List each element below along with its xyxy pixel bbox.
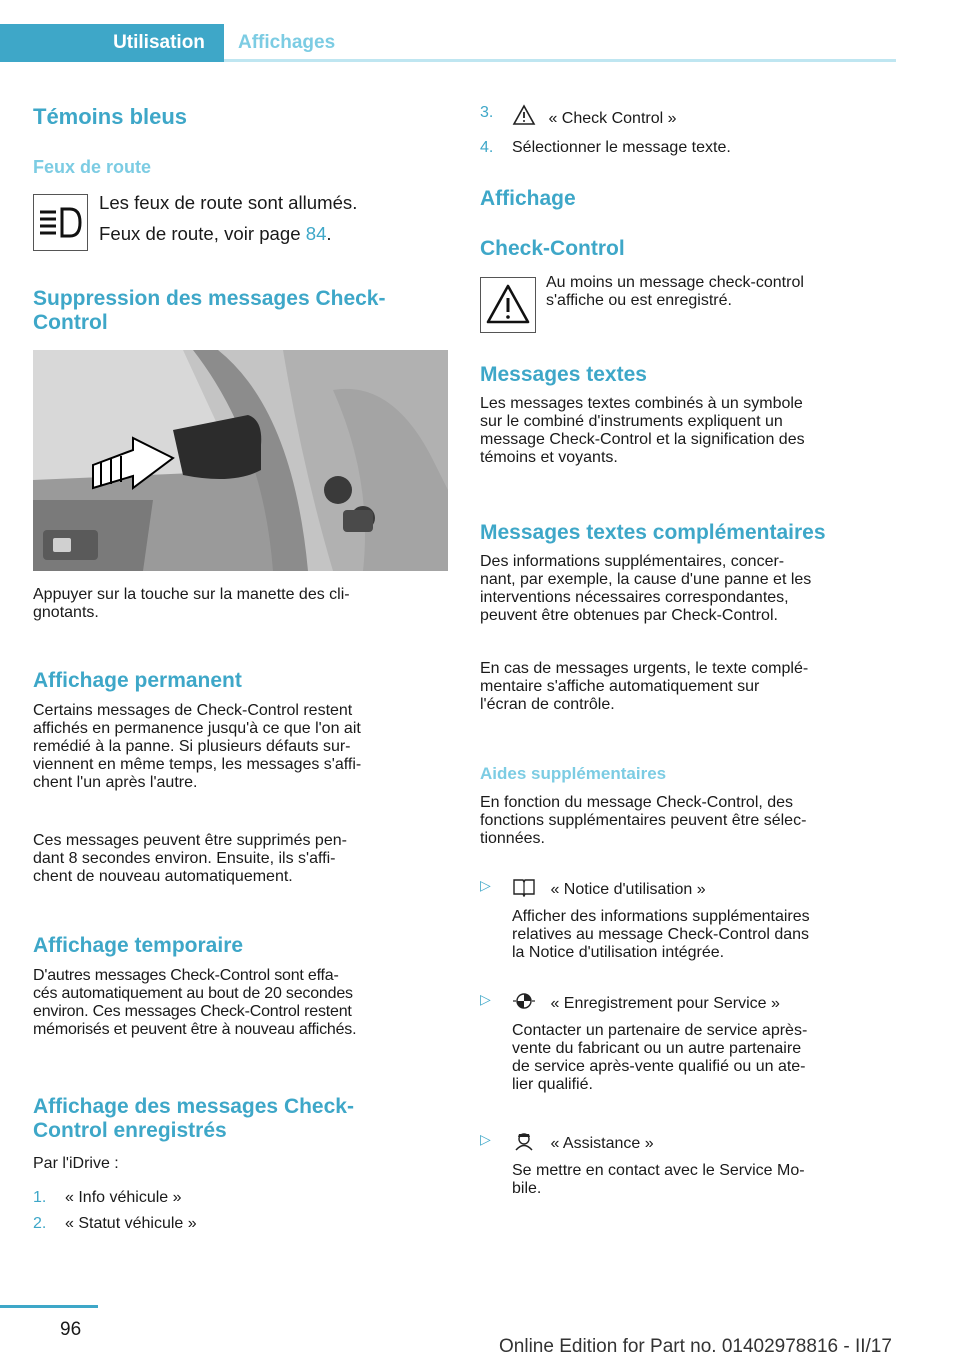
- b1-line1: Afficher des informations supplémentaires: [512, 908, 810, 925]
- temp-line3: environ. Ces messages Check-Control restent: [33, 1003, 352, 1020]
- ai-line3: tionnées.: [480, 830, 545, 847]
- aide-item-label: « Notice d'utilisation »: [550, 881, 706, 898]
- step-text: « Statut véhicule »: [65, 1215, 197, 1232]
- warning-triangle-icon: [512, 104, 536, 131]
- temp-line1: D'autres messages Check-Control sont effa-: [33, 967, 339, 984]
- ai-line1: En fonction du message Check-Control, des: [480, 794, 794, 811]
- book-icon: [512, 877, 536, 902]
- aide-item-description: [512, 1162, 927, 1198]
- check-control-text: [546, 274, 896, 310]
- step-4: [480, 139, 893, 157]
- high-beam-icon: [33, 194, 88, 251]
- ai-line2: fonctions supplémentaires peuvent être sélec-: [480, 812, 807, 829]
- feux-text-1: Les feux de route sont allumés.: [99, 192, 358, 213]
- perm-line3: remédié à la panne. Si plusieurs défauts sur-: [33, 738, 351, 755]
- b2-line1: Contacter un partenaire de service après-: [512, 1022, 808, 1039]
- feux-text-2-suffix: .: [326, 223, 332, 244]
- feux-text-2-prefix: Feux de route, voir page: [99, 223, 306, 244]
- step-number: 1.: [33, 1189, 47, 1206]
- step-2: [33, 1215, 448, 1233]
- b2-line3: de service après-vente qualifié ou un ate-: [512, 1058, 806, 1075]
- left-steps-list: [33, 1189, 448, 1233]
- step-text: « Info véhicule »: [65, 1189, 182, 1206]
- aide-item-label: « Enregistrement pour Service »: [550, 995, 780, 1012]
- co2-line2: mentaire s'affiche automatiquement sur: [480, 678, 760, 695]
- perm-line1: Certains messages de Check-Control restent: [33, 702, 353, 719]
- header-rule: [224, 59, 896, 62]
- b2-line4: lier qualifié.: [512, 1076, 593, 1093]
- heading-messages-textes: Messages textes: [480, 363, 647, 386]
- permanent-paragraph-1: [33, 702, 453, 792]
- b2-line2: vente du fabricant ou un autre partenaire: [512, 1040, 802, 1057]
- aide-item-assistance[interactable]: [480, 1131, 927, 1198]
- heading-enreg-line1: Affichage des messages Check-: [33, 1095, 354, 1118]
- aides-paragraph: [480, 794, 900, 848]
- aide-item-description: [512, 908, 927, 962]
- right-steps-list: [480, 104, 893, 157]
- appuyer-line1: Appuyer sur la touche sur la manette des cli-: [33, 586, 350, 603]
- cc-line1: Au moins un message check-control: [546, 274, 804, 291]
- step-number: 4.: [480, 139, 494, 156]
- heading-suppression: [33, 287, 385, 335]
- co-line1: Des informations supplémentaires, concer-: [480, 553, 785, 570]
- perm2-line1: Ces messages peuvent être supprimés pen-: [33, 832, 347, 849]
- temporaire-paragraph: [33, 967, 453, 1039]
- b1-line3: la Notice d'utilisation intégrée.: [512, 944, 725, 961]
- aide-item-notice[interactable]: [480, 877, 927, 962]
- page-number: 96: [60, 1319, 82, 1340]
- aide-item-service[interactable]: [480, 991, 927, 1094]
- heading-messages-complementaires: Messages textes complémentaires: [480, 521, 826, 544]
- page-header: [0, 0, 960, 62]
- aide-item-label: « Assistance »: [550, 1135, 654, 1152]
- co-line2: nant, par exemple, la cause d'une panne et les: [480, 571, 812, 588]
- perm-line5: chent l'un après l'autre.: [33, 774, 198, 791]
- complementaires-paragraph-1: [480, 553, 900, 625]
- perm2-line2: dant 8 secondes environ. Ensuite, ils s'affi-: [33, 850, 336, 867]
- temp-line4: mémorisés et peuvent être à nouveau affichés.: [33, 1021, 357, 1038]
- feux-text-2: [99, 223, 332, 245]
- permanent-paragraph-2: [33, 832, 453, 886]
- step-text: Sélectionner le message texte.: [512, 139, 731, 156]
- b3-line2: bile.: [512, 1180, 542, 1197]
- heading-suppression-line2: Control: [33, 311, 108, 334]
- heading-temoins-bleus: Témoins bleus: [33, 104, 188, 129]
- heading-enreg-line2: Control enregistrés: [33, 1119, 227, 1142]
- tx-line3: message Check-Control et la signification des: [480, 431, 805, 448]
- perm-line4: viennent en même temps, les messages s'affi-: [33, 756, 362, 773]
- step-text: « Check Control »: [548, 110, 677, 127]
- messages-textes-paragraph: [480, 395, 900, 467]
- tx-line1: Les messages textes combinés à un symbole: [480, 395, 803, 412]
- footer-accent-line: [0, 1305, 98, 1308]
- warning-triangle-icon: [480, 277, 536, 333]
- step-3: [480, 104, 893, 131]
- edition-footer: Online Edition for Part no. 01402978816 - II/17: [499, 1336, 892, 1357]
- bullet-triangle-icon: ▷: [480, 1131, 491, 1147]
- cc-line2: s'affiche ou est enregistré.: [546, 292, 732, 309]
- heading-affichage-permanent: Affichage permanent: [33, 669, 242, 692]
- perm-line2: affichés en permanence jusqu'à ce que l'on ait: [33, 720, 361, 737]
- subheading-feux-de-route: Feux de route: [33, 157, 152, 177]
- tab-utilisation[interactable]: Utilisation: [94, 24, 224, 62]
- co-line4: peuvent être obtenues par Check-Control.: [480, 607, 778, 624]
- heading-check-control: Check-Control: [480, 237, 625, 260]
- page-link-84[interactable]: 84: [305, 223, 327, 244]
- mechanic-assistance-icon: [512, 1131, 536, 1156]
- heading-affichage: Affichage: [480, 187, 576, 210]
- complementaires-paragraph-2: [480, 660, 900, 714]
- co2-line3: l'écran de contrôle.: [480, 696, 615, 713]
- steering-lever-photo: [33, 350, 448, 571]
- step-number: 3.: [480, 104, 494, 121]
- tx-line4: témoins et voyants.: [480, 449, 618, 466]
- co-line3: interventions nécessaires correspondantes,: [480, 589, 789, 606]
- par-idrive-text: Par l'iDrive :: [33, 1155, 119, 1172]
- heading-affichage-temporaire: Affichage temporaire: [33, 934, 244, 957]
- b3-line1: Se mettre en contact avec le Service Mo-: [512, 1162, 805, 1179]
- tx-line2: sur le combiné d'instruments expliquent un: [480, 413, 783, 430]
- bullet-triangle-icon: ▷: [480, 991, 491, 1007]
- header-accent-bar: [0, 24, 94, 62]
- appuyer-line2: gnotants.: [33, 604, 99, 621]
- heading-suppression-line1: Suppression des messages Check-: [33, 287, 386, 310]
- bullet-triangle-icon: ▷: [480, 877, 491, 893]
- bmw-service-icon: [512, 991, 536, 1016]
- co2-line1: En cas de messages urgents, le texte complé-: [480, 660, 809, 677]
- b1-line2: relatives au message Check-Control dans: [512, 926, 810, 943]
- step-1: [33, 1189, 448, 1207]
- subheading-aides: Aides supplémentaires: [480, 764, 667, 783]
- appuyer-paragraph: [33, 586, 448, 622]
- aide-item-description: [512, 1022, 927, 1094]
- tab-affichages[interactable]: Affichages: [238, 32, 336, 53]
- temp-line2: cés automatiquement au bout de 20 secondes: [33, 985, 353, 1002]
- perm2-line3: chent de nouveau automatiquement.: [33, 868, 293, 885]
- step-number: 2.: [33, 1215, 47, 1232]
- heading-affichage-enregistres: [33, 1095, 354, 1143]
